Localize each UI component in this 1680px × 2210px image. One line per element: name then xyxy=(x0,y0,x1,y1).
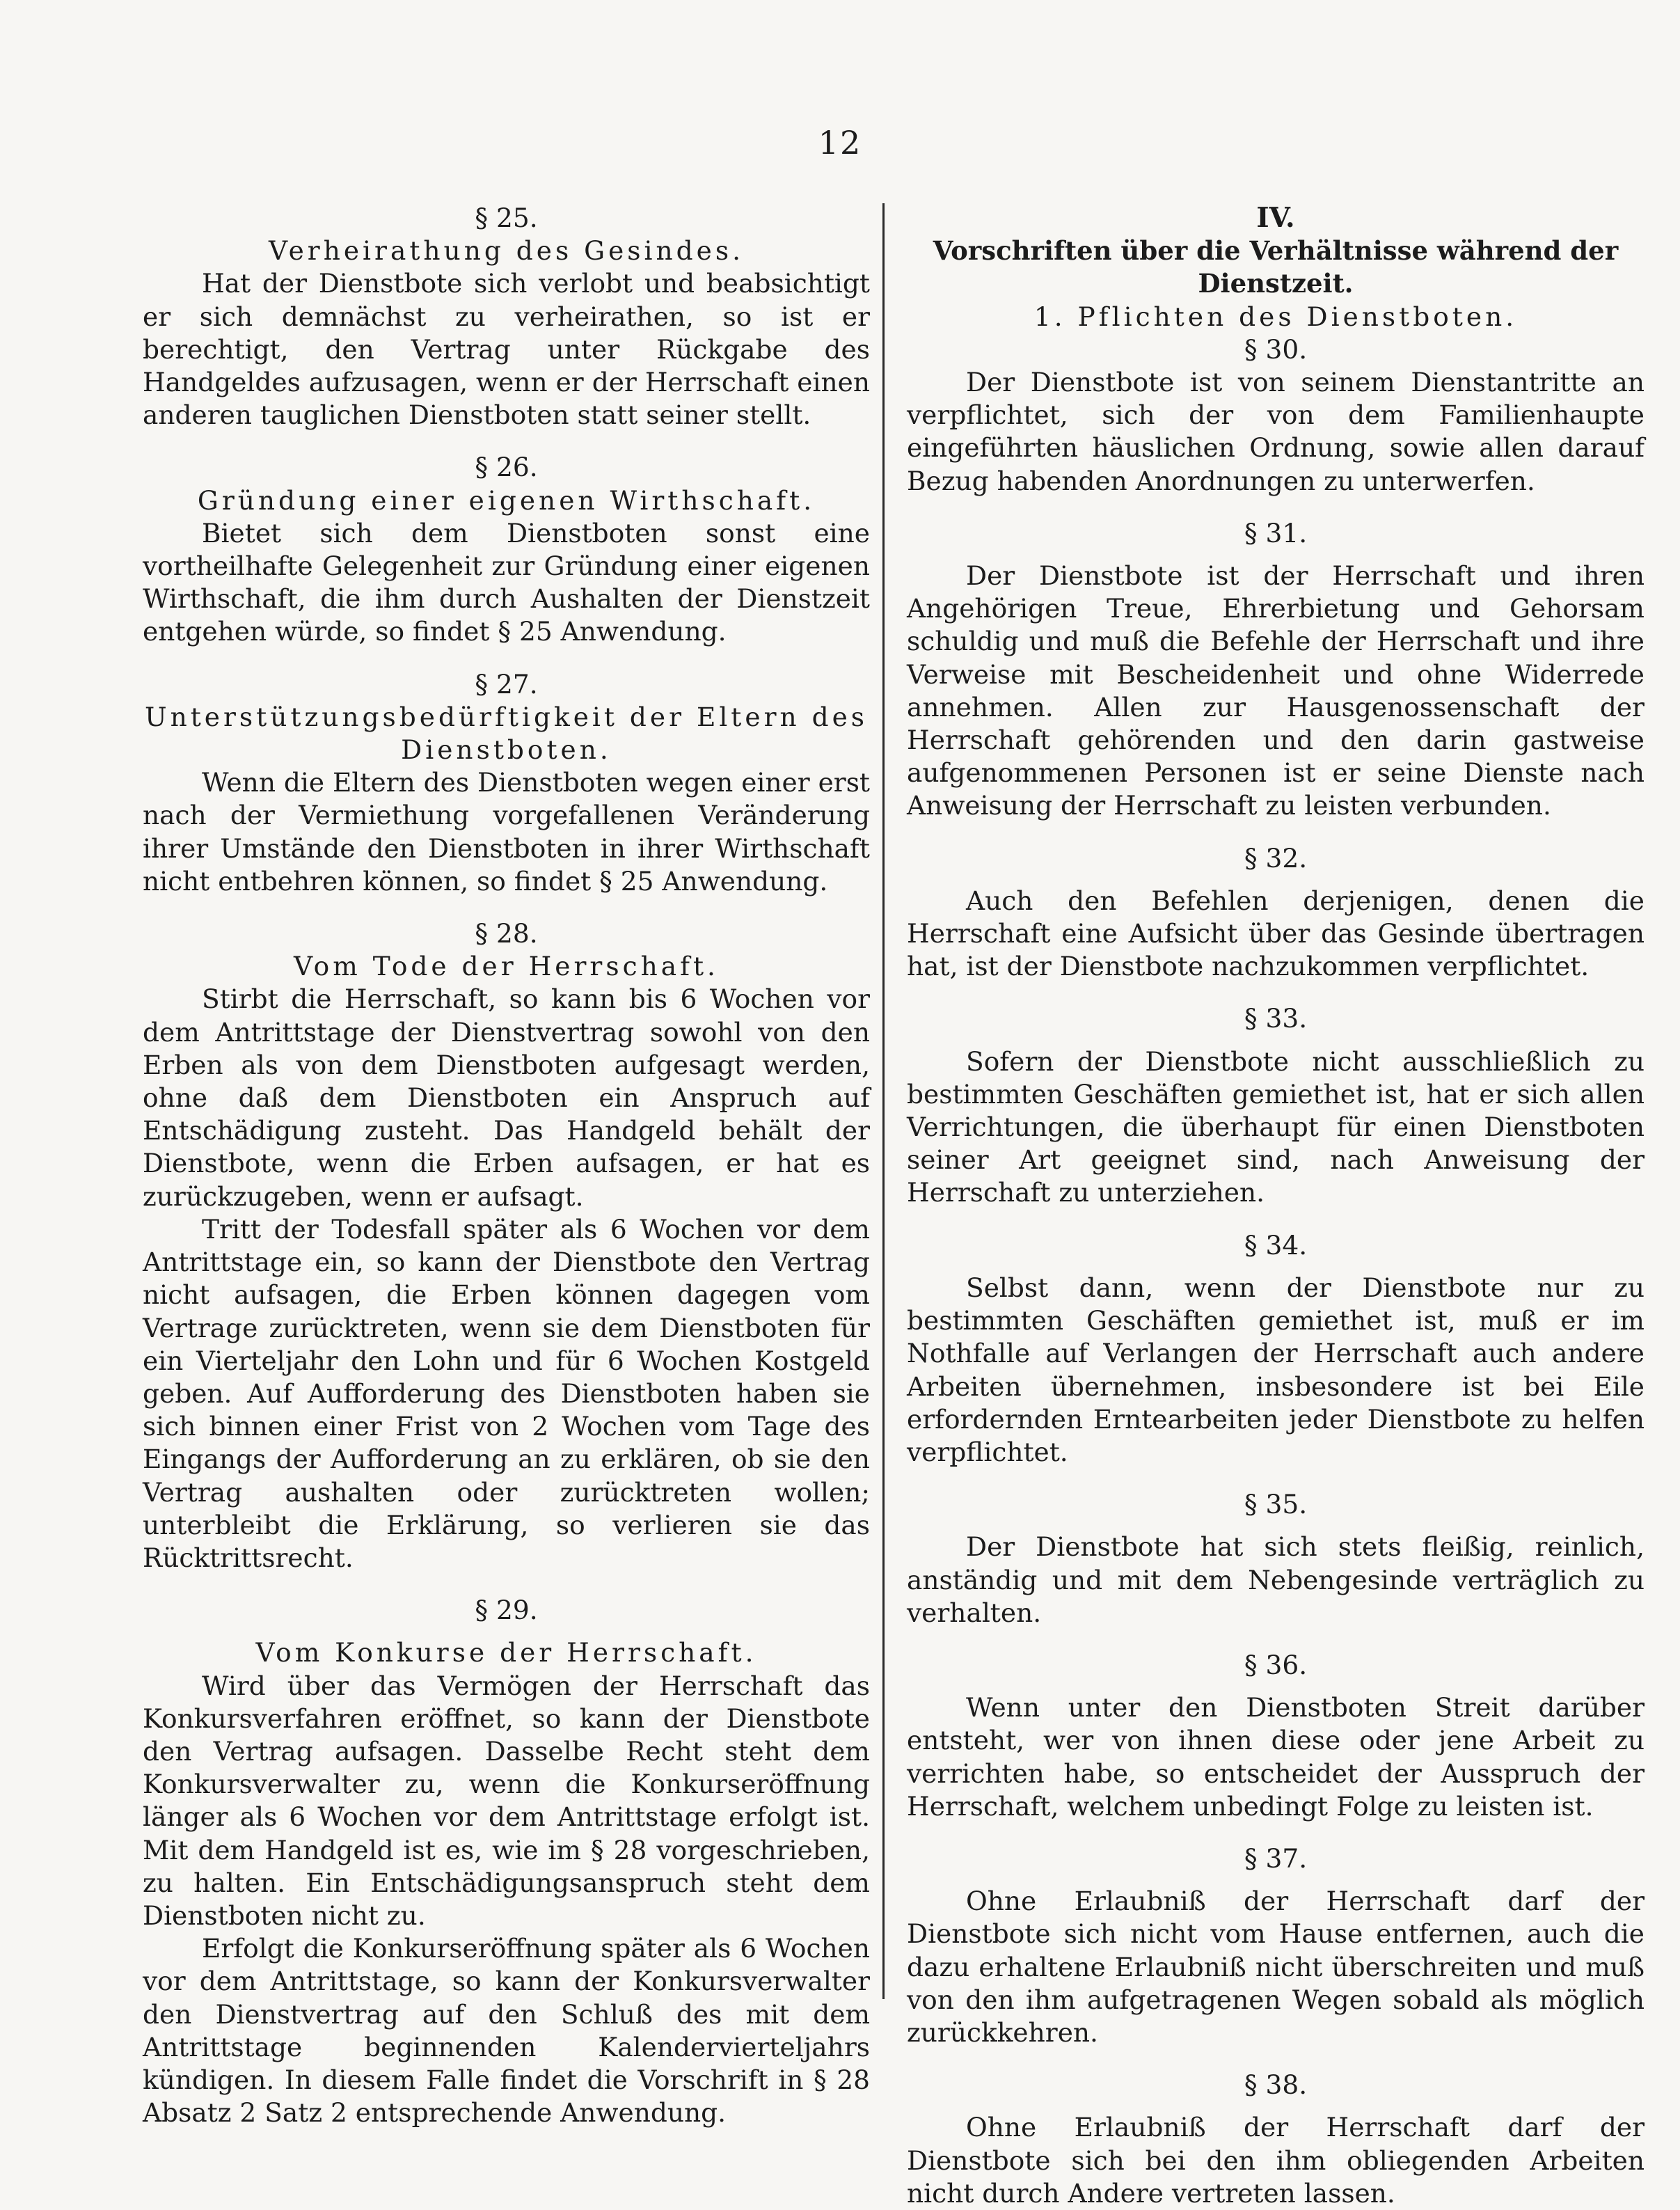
section-26 xyxy=(143,451,870,648)
section-paragraph: Hat der Dienstbote sich verlobt und beabsichtigt er sich demnächst zu verheirathen, so ist er berechtigt, den Vertrag unter Rückgabe des Handgeldes aufzusagen, wenn er der Herrschaft einen anderen tauglichen Dienstboten statt seiner stellt. xyxy=(143,268,870,431)
section-number: § 35. xyxy=(1244,1489,1308,1520)
section-title: Unterstützungsbedürftigkeit der Eltern des Dienstboten. xyxy=(144,701,869,766)
column-divider xyxy=(882,203,885,1999)
section-number: § 36. xyxy=(1244,1649,1308,1680)
section-25 xyxy=(143,202,870,432)
page-number: 12 xyxy=(818,124,862,161)
section-number: § 38. xyxy=(1244,2069,1308,2101)
section-31 xyxy=(907,517,1645,823)
section-number: § 26. xyxy=(475,452,538,483)
section-number: § 31. xyxy=(1244,517,1308,548)
section-number: § 30. xyxy=(1244,333,1308,365)
section-34 xyxy=(907,1229,1645,1469)
section-35 xyxy=(907,1488,1645,1629)
section-paragraph: Der Dienstbote hat sich stets fleißig, reinlich, anständig und mit dem Nebengesinde verträglich zu verhalten. xyxy=(907,1531,1645,1628)
section-paragraph: Ohne Erlaubniß der Herrschaft darf der Dienstbote sich bei den ihm obliegenden Arbeiten nicht durch Andere vertreten lassen. xyxy=(907,2112,1645,2209)
section-paragraph: Wenn die Eltern des Dienstboten wegen einer erst nach der Vermiethung vorgefallenen Veränderung ihrer Umstände den Dienstboten in ihrer Wirthschaft nicht entbehren können, so findet § 25 Anwendung. xyxy=(143,767,871,897)
section-paragraph: Der Dienstbote ist von seinem Dienstantritte an verpflichtet, sich der von dem Familienhaupte eingeführten häuslichen Ordnung, sowie allen darauf Bezug habenden Anordnungen zu unterwerfen. xyxy=(907,367,1645,496)
section-33 xyxy=(907,1002,1645,1209)
section-paragraph: Wenn unter den Dienstboten Streit darüber entsteht, wer von ihnen diese oder jene Arbeit zu verrichten habe, so entscheidet der Ausspruch der Herrschaft, welchem unbedingt Folge zu leisten ist. xyxy=(907,1692,1645,1822)
section-paragraph: Auch den Befehlen derjenigen, denen die Herrschaft eine Aufsicht über das Gesinde übertragen hat, ist der Dienstbote nachzukommen verpflichtet. xyxy=(907,885,1645,982)
section-number: § 27. xyxy=(475,668,538,700)
section-paragraph: Bietet sich dem Dienstboten sonst eine vortheilhafte Gelegenheit zur Gründung einer eigenen Wirthschaft, die ihm durch Aushalten der Dienstzeit entgehen würde, so findet § 25 Anwendung. xyxy=(143,517,870,647)
right-column xyxy=(907,202,1645,2210)
section-paragraph: Tritt der Todesfall später als 6 Wochen vor dem Antrittstage ein, so kann der Dienstbote den Vertrag nicht aufsagen, die Erben können dagegen vom Vertrage zurücktreten, wenn sie dem Dienstboten für ein Vierteljahr den Lohn und für 6 Wochen Kostgeld geben. Auf Aufforderung des Dienstboten haben sie sich binnen einer Frist von 2 Wochen vom Tage des Eingangs der Aufforderung an zu erklären, ob sie den Vertrag aushalten oder zurücktreten wollen; unterbleibt die Erklärung, so verlieren sie das Rücktrittsrecht. xyxy=(143,1213,870,1573)
section-paragraph: Erfolgt die Konkurseröffnung später als 6 Wochen vor dem Antrittstage, so kann der Konkursverwalter den Dienstvertrag auf den Schluß des mit dem Antrittstage beginnenden Kalendervierteljahrs kündigen. In diesem Falle findet die Vorschrift in § 28 Absatz 2 Satz 2 entsprechende Anwendung. xyxy=(143,1933,870,2129)
section-29 xyxy=(143,1594,870,2129)
section-number: § 32. xyxy=(1244,842,1308,874)
chapter-title: Vorschriften über die Verhältnisse während der Dienstzeit. xyxy=(933,235,1619,299)
section-number: § 29. xyxy=(475,1595,538,1626)
section-paragraph: Selbst dann, wenn der Dienstbote nur zu bestimmten Geschäften gemiethet ist, muß er im Nothfalle auf Verlangen der Herrschaft auch andere Arbeiten übernehmen, insbesondere ist bei Eile erfordernden Erntearbeiten jeder Dienstbote zu helfen verpflichtet. xyxy=(907,1272,1645,1467)
section-38 xyxy=(907,2069,1645,2210)
section-paragraph: Wird über das Vermögen der Herrschaft das Konkursverfahren eröffnet, so kann der Dienstbote den Vertrag aufsagen. Dasselbe Recht steht dem Konkursverwalter zu, wenn die Konkurseröffnung länger als 6 Wochen vor dem Antrittstage erfolgt ist. Mit dem Handgeld ist es, wie im § 28 vorgeschrieben, zu halten. Ein Entschädigungsanspruch steht dem Dienstboten nicht zu. xyxy=(143,1670,870,1931)
section-title: Gründung einer eigenen Wirthschaft. xyxy=(197,484,816,516)
section-title: Vom Tode der Herrschaft. xyxy=(294,951,719,982)
section-title: Vom Konkurse der Herrschaft. xyxy=(255,1637,757,1668)
section-28 xyxy=(143,917,870,1574)
section-number: § 28. xyxy=(475,918,538,949)
left-column xyxy=(143,202,870,2129)
section-number: § 33. xyxy=(1244,1003,1308,1034)
section-paragraph: Stirbt die Herrschaft, so kann bis 6 Wochen vor dem Antrittstage der Dienstvertrag sowohl von den Erben als von dem Dienstboten aufgesagt werden, ohne daß dem Dienstboten ein Anspruch auf Entschädigung zusteht. Das Handgeld behält der Dienstbote, wenn die Erben aufsagen, er hat es zurückzugeben, wenn er aufsagt. xyxy=(143,984,870,1212)
chapter-number: IV. xyxy=(1256,202,1295,234)
section-30 xyxy=(907,333,1645,498)
section-37 xyxy=(907,1842,1645,2049)
section-27 xyxy=(143,668,870,898)
section-36 xyxy=(907,1649,1645,1823)
subchapter-title: 1. Pflichten des Dienstboten. xyxy=(1033,301,1518,332)
section-paragraph: Ohne Erlaubniß der Herrschaft darf der Dienstbote sich nicht vom Hause entfernen, auch die dazu erhaltene Erlaubniß nicht überschreiten und muß von den ihm aufgetragenen Wegen sobald als möglich zurückkehren. xyxy=(907,1886,1645,2048)
section-title: Verheirathung des Gesindes. xyxy=(268,235,745,267)
section-paragraph: Sofern der Dienstbote nicht ausschließlich zu bestimmten Geschäften gemiethet ist, hat er sich allen Verrichtungen, die überhaupt für einen Dienstboten seiner Art geeignet sind, nach Anweisung der Herrschaft zu unterziehen. xyxy=(907,1045,1645,1208)
section-32 xyxy=(907,842,1645,984)
section-number: § 34. xyxy=(1244,1229,1308,1261)
section-number: § 25. xyxy=(475,203,538,233)
section-number: § 37. xyxy=(1244,1842,1308,1874)
section-paragraph: Der Dienstbote ist der Herrschaft und ihren Angehörigen Treue, Ehrerbietung und Gehorsam schuldig und muß die Befehle der Herrschaft und ihre Verweise mit Bescheidenheit und ohne Widerrede annehmen. Allen zur Hausgenossenschaft der Herrschaft gehörenden und den darin gastweise aufgenommenen Personen ist er seine Dienste nach Anweisung der Herrschaft zu leisten verbunden. xyxy=(907,560,1645,821)
